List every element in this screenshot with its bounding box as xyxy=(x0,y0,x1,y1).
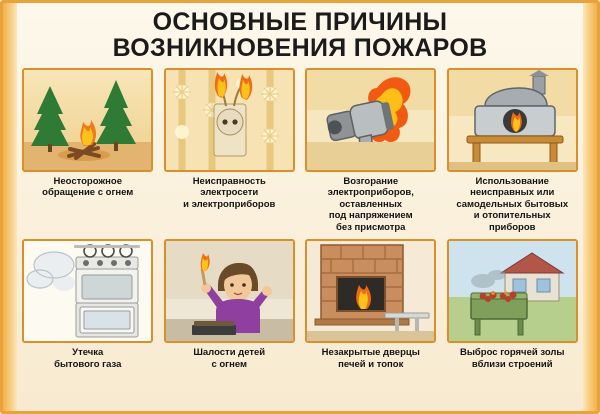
burning-hair-dryer-icon xyxy=(307,70,434,170)
cause-item xyxy=(444,68,582,234)
cause-image-frame xyxy=(22,239,153,343)
cause-image-frame xyxy=(305,239,436,343)
cause-item xyxy=(19,68,157,234)
cause-caption: Использование неисправных или самодельных бытовых и отопительных приборов xyxy=(456,175,569,233)
gas-stove-leak-icon xyxy=(24,241,151,341)
cause-caption: Выброс горячей золы вблизи строений xyxy=(459,347,565,370)
cause-item xyxy=(161,239,299,370)
burning-electrical-socket-icon xyxy=(166,70,293,170)
campfire-in-forest-icon xyxy=(24,70,151,170)
cause-item xyxy=(302,68,440,234)
child-with-matches-icon xyxy=(166,241,293,341)
open-furnace-door-icon xyxy=(307,241,434,341)
page-title xyxy=(3,3,597,64)
cause-item xyxy=(161,68,299,234)
cause-caption: Неисправность электросети и электроприборов xyxy=(183,175,276,210)
page-title-line-1: ОСНОВНЫЕ ПРИЧИНЫ xyxy=(152,8,448,36)
causes-grid-row-1 xyxy=(3,64,597,234)
cause-image-frame xyxy=(22,68,153,172)
cause-image-frame xyxy=(447,239,578,343)
cause-image-frame xyxy=(164,68,295,172)
cause-caption: Неосторожное обращение с огнем xyxy=(42,175,134,199)
cause-caption: Утечка бытового газа xyxy=(54,347,122,370)
burning-stove-heater-icon xyxy=(449,70,576,170)
cause-caption: Незакрытые дверцы печей и топок xyxy=(321,347,420,370)
cause-item xyxy=(19,239,157,370)
hot-ash-near-building-icon xyxy=(449,241,576,341)
cause-item xyxy=(444,239,582,370)
cause-caption: Шалости детей с огнем xyxy=(193,347,266,370)
cause-image-frame xyxy=(305,68,436,172)
cause-caption: Возгорание электроприборов, оставленных под напряжением без присмотра xyxy=(327,175,414,233)
causes-grid-row-2 xyxy=(3,233,597,370)
page-title-line-2: ВОЗНИКНОВЕНИЯ ПОЖАРОВ xyxy=(112,34,488,63)
cause-image-frame xyxy=(447,68,578,172)
cause-image-frame xyxy=(164,239,295,343)
cause-item xyxy=(302,239,440,370)
